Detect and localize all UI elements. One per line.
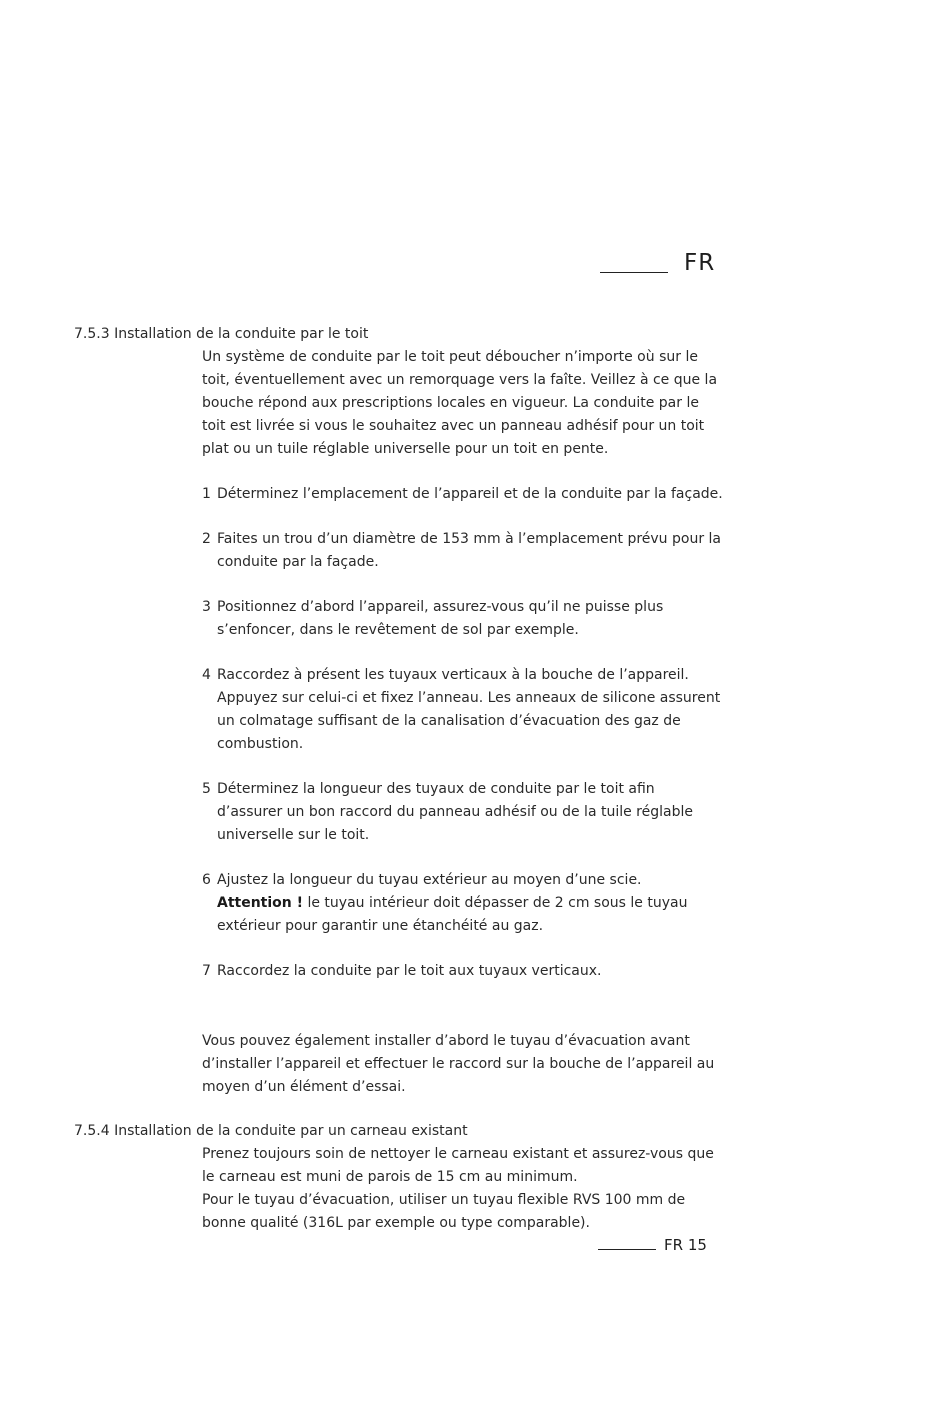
language-header [600, 248, 720, 284]
step-item [202, 528, 724, 574]
installation-steps [202, 483, 724, 1005]
step-text: Positionnez d’abord l’appareil, assurez-vous qu’il ne puisse plus s’enfoncer, dans le revêtement de sol par exemple. [217, 599, 664, 638]
header-rule [600, 272, 668, 273]
carneau-section-body [202, 1143, 724, 1235]
step-item [202, 596, 724, 642]
page-number: FR 15 [664, 1236, 707, 1254]
closing-paragraph: Vous pouvez également installer d’abord le tuyau d’évacuation avant d’installer l’appareil et effectuer le raccord sur la bouche de l’appareil au moyen d’un élément d’essai. [202, 1033, 715, 1095]
step-number: 1 [202, 486, 211, 502]
step-text: Ajustez la longueur du tuyau extérieur au moyen d’une scie. [217, 872, 642, 888]
carneau-paragraph-2: Pour le tuyau d’évacuation, utiliser un tuyau flexible RVS 100 mm de bonne qualité (316L par exemple ou type comparable). [202, 1192, 686, 1231]
step-text: Faites un trou d’un diamètre de 153 mm à l’emplacement prévu pour la conduite par la façade. [217, 531, 721, 570]
step-number: 3 [202, 599, 211, 615]
step-number: 7 [202, 963, 211, 979]
step-number: 4 [202, 667, 211, 683]
warning-label: Attention ! [217, 895, 304, 911]
step-item [202, 664, 724, 756]
section-heading-7-5-3: 7.5.3 Installation de la conduite par le toit [74, 326, 369, 342]
page-footer [598, 1236, 728, 1260]
step-text: Raccordez la conduite par le toit aux tuyaux verticaux. [217, 963, 602, 979]
step-number: 6 [202, 872, 211, 888]
intro-paragraph: Un système de conduite par le toit peut déboucher n’importe où sur le toit, éventuellement avec un remorquage vers la faîte. Veillez à ce que la bouche répond aux prescriptions locales en vigueur. La conduite par le toit est livrée si vous le souhaitez avec un panneau adhésif pour un toit plat ou un tuile réglable universelle pour un toit en pente. [202, 349, 718, 457]
warning-text: le tuyau intérieur doit dépasser de 2 cm sous le tuyau extérieur pour garantir une étanchéité au gaz. [217, 895, 688, 934]
step-number: 5 [202, 781, 211, 797]
step-item [202, 778, 724, 847]
section-heading-7-5-4: 7.5.4 Installation de la conduite par un carneau existant [74, 1123, 468, 1139]
step-text: Déterminez la longueur des tuyaux de conduite par le toit afin d’assurer un bon raccord du panneau adhésif ou de la tuile réglable universelle sur le toit. [217, 781, 693, 843]
step-text: Raccordez à présent les tuyaux verticaux à la bouche de l’appareil. Appuyez sur celui-ci et fixez l’anneau. Les anneaux de silicone assurent un colmatage suffisant de la canalisation d’évacuation des gaz de combustion. [217, 667, 721, 752]
language-code: FR [684, 250, 716, 276]
footer-rule [598, 1249, 656, 1250]
carneau-paragraph-1: Prenez toujours soin de nettoyer le carneau existant et assurez-vous que le carneau est muni de parois de 15 cm au minimum. [202, 1146, 714, 1185]
step-item [202, 483, 724, 506]
step-text: Déterminez l’emplacement de l’appareil et de la conduite par la façade. [217, 486, 723, 502]
step-number: 2 [202, 531, 211, 547]
step-item [202, 960, 724, 983]
step-item [202, 869, 724, 938]
